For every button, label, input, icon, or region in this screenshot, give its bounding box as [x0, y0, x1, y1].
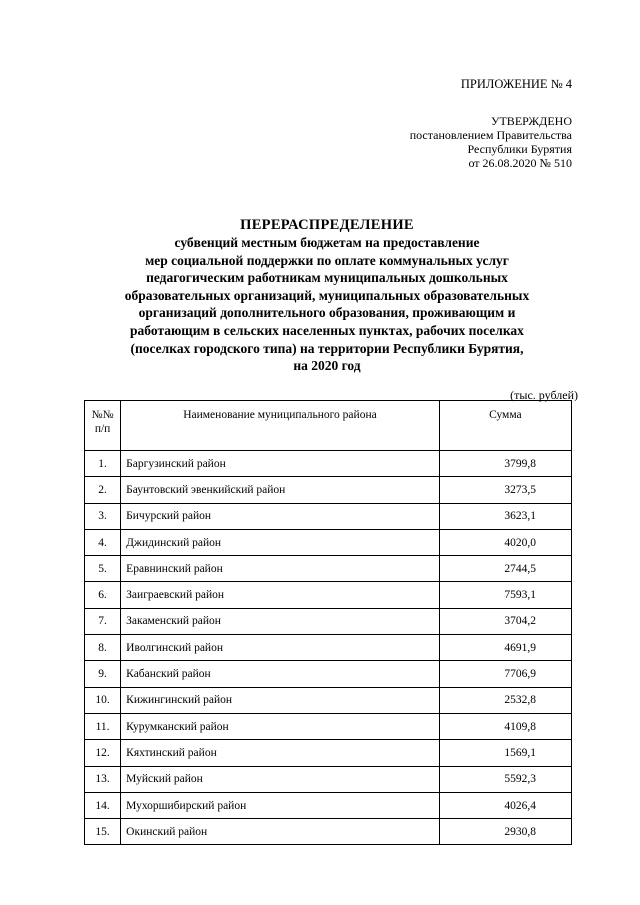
row-sum: 2744,5: [439, 556, 571, 582]
republic-label: Республики Бурятия: [467, 142, 572, 156]
table-row: [85, 556, 572, 582]
table-row: [85, 661, 572, 687]
title-line: работающим в сельских населенных пунктах, рабочих поселках: [130, 322, 524, 338]
row-number: 12.: [85, 740, 121, 766]
row-sum: 4020,0: [439, 529, 571, 555]
header-district-name: Наименование муниципального района: [121, 401, 440, 451]
row-district-name: Джидинский район: [121, 529, 440, 555]
table-row: [85, 582, 572, 608]
table-row: [85, 740, 572, 766]
title-line: (поселках городского типа) на территории Республики Бурятия,: [130, 340, 524, 356]
row-district-name: Заиграевский район: [121, 582, 440, 608]
table-row: [85, 766, 572, 792]
row-sum: 3623,1: [439, 503, 571, 529]
table-row: [85, 608, 572, 634]
table-row: [85, 713, 572, 739]
approved-label: УТВЕРЖДЕНО: [490, 114, 572, 128]
row-sum: 7706,9: [439, 661, 571, 687]
row-district-name: Курумканский район: [121, 713, 440, 739]
row-sum: 2930,8: [439, 819, 571, 845]
title-main: ПЕРЕРАСПРЕДЕЛЕНИЕ: [240, 217, 414, 233]
row-number: 6.: [85, 582, 121, 608]
table-row: [85, 792, 572, 818]
units-label: (тыс. рублей): [510, 388, 578, 402]
table-row: [85, 451, 572, 477]
row-sum: 4026,4: [439, 792, 571, 818]
row-number: 13.: [85, 766, 121, 792]
row-number: 2.: [85, 477, 121, 503]
subsidy-table: [84, 400, 572, 845]
row-sum: 4109,8: [439, 713, 571, 739]
row-number: 5.: [85, 556, 121, 582]
header-number-line2: п/п: [94, 423, 111, 435]
row-number: 8.: [85, 635, 121, 661]
row-sum: 5592,3: [439, 766, 571, 792]
row-sum: 2532,8: [439, 687, 571, 713]
row-district-name: Муйский район: [121, 766, 440, 792]
annex-label: ПРИЛОЖЕНИЕ № 4: [460, 77, 572, 91]
resolution-label: постановлением Правительства: [409, 128, 572, 142]
row-sum: 4691,9: [439, 635, 571, 661]
table-row: [85, 503, 572, 529]
header-number: [85, 401, 121, 451]
row-number: 9.: [85, 661, 121, 687]
header-sum: Сумма: [439, 401, 571, 451]
row-sum: 3704,2: [439, 608, 571, 634]
row-district-name: Иволгинский район: [121, 635, 440, 661]
resolution-date-number: от 26.08.2020 № 510: [468, 156, 572, 170]
row-sum: 3273,5: [439, 477, 571, 503]
row-district-name: Кяхтинский район: [121, 740, 440, 766]
row-district-name: Закаменский район: [121, 608, 440, 634]
table-row: [85, 819, 572, 845]
row-number: 15.: [85, 819, 121, 845]
row-number: 1.: [85, 451, 121, 477]
table-body: [85, 451, 572, 845]
table-row: [85, 529, 572, 555]
row-district-name: Кабанский район: [121, 661, 440, 687]
table-header-row: [85, 401, 572, 451]
row-number: 4.: [85, 529, 121, 555]
row-sum: 7593,1: [439, 582, 571, 608]
row-number: 14.: [85, 792, 121, 818]
row-district-name: Баргузинский район: [121, 451, 440, 477]
row-sum: 3799,8: [439, 451, 571, 477]
row-district-name: Мухоршибирский район: [121, 792, 440, 818]
row-district-name: Бичурский район: [121, 503, 440, 529]
row-district-name: Окинский район: [121, 819, 440, 845]
row-district-name: Кижингинский район: [121, 687, 440, 713]
title-line: организаций дополнительного образования, проживающим и: [138, 305, 516, 321]
table-row: [85, 635, 572, 661]
row-number: 7.: [85, 608, 121, 634]
row-district-name: Еравнинский район: [121, 556, 440, 582]
table-row: [85, 687, 572, 713]
title-line: субвенций местным бюджетам на предоставление: [174, 235, 480, 250]
title-line: на 2020 год: [293, 358, 361, 374]
row-number: 3.: [85, 503, 121, 529]
title-line: педагогическим работникам муниципальных дошкольных: [146, 270, 508, 286]
approval-header: [410, 77, 572, 170]
table-row: [85, 477, 572, 503]
title-line: образовательных организаций, муниципальных образовательных: [124, 287, 530, 303]
document-title: [60, 217, 594, 375]
header-number-line1: №№: [91, 409, 114, 421]
row-district-name: Баунтовский эвенкийский район: [121, 477, 440, 503]
title-line: мер социальной поддержки по оплате коммунальных услуг: [145, 252, 509, 268]
row-number: 10.: [85, 687, 121, 713]
row-sum: 1569,1: [439, 740, 571, 766]
row-number: 11.: [85, 713, 121, 739]
